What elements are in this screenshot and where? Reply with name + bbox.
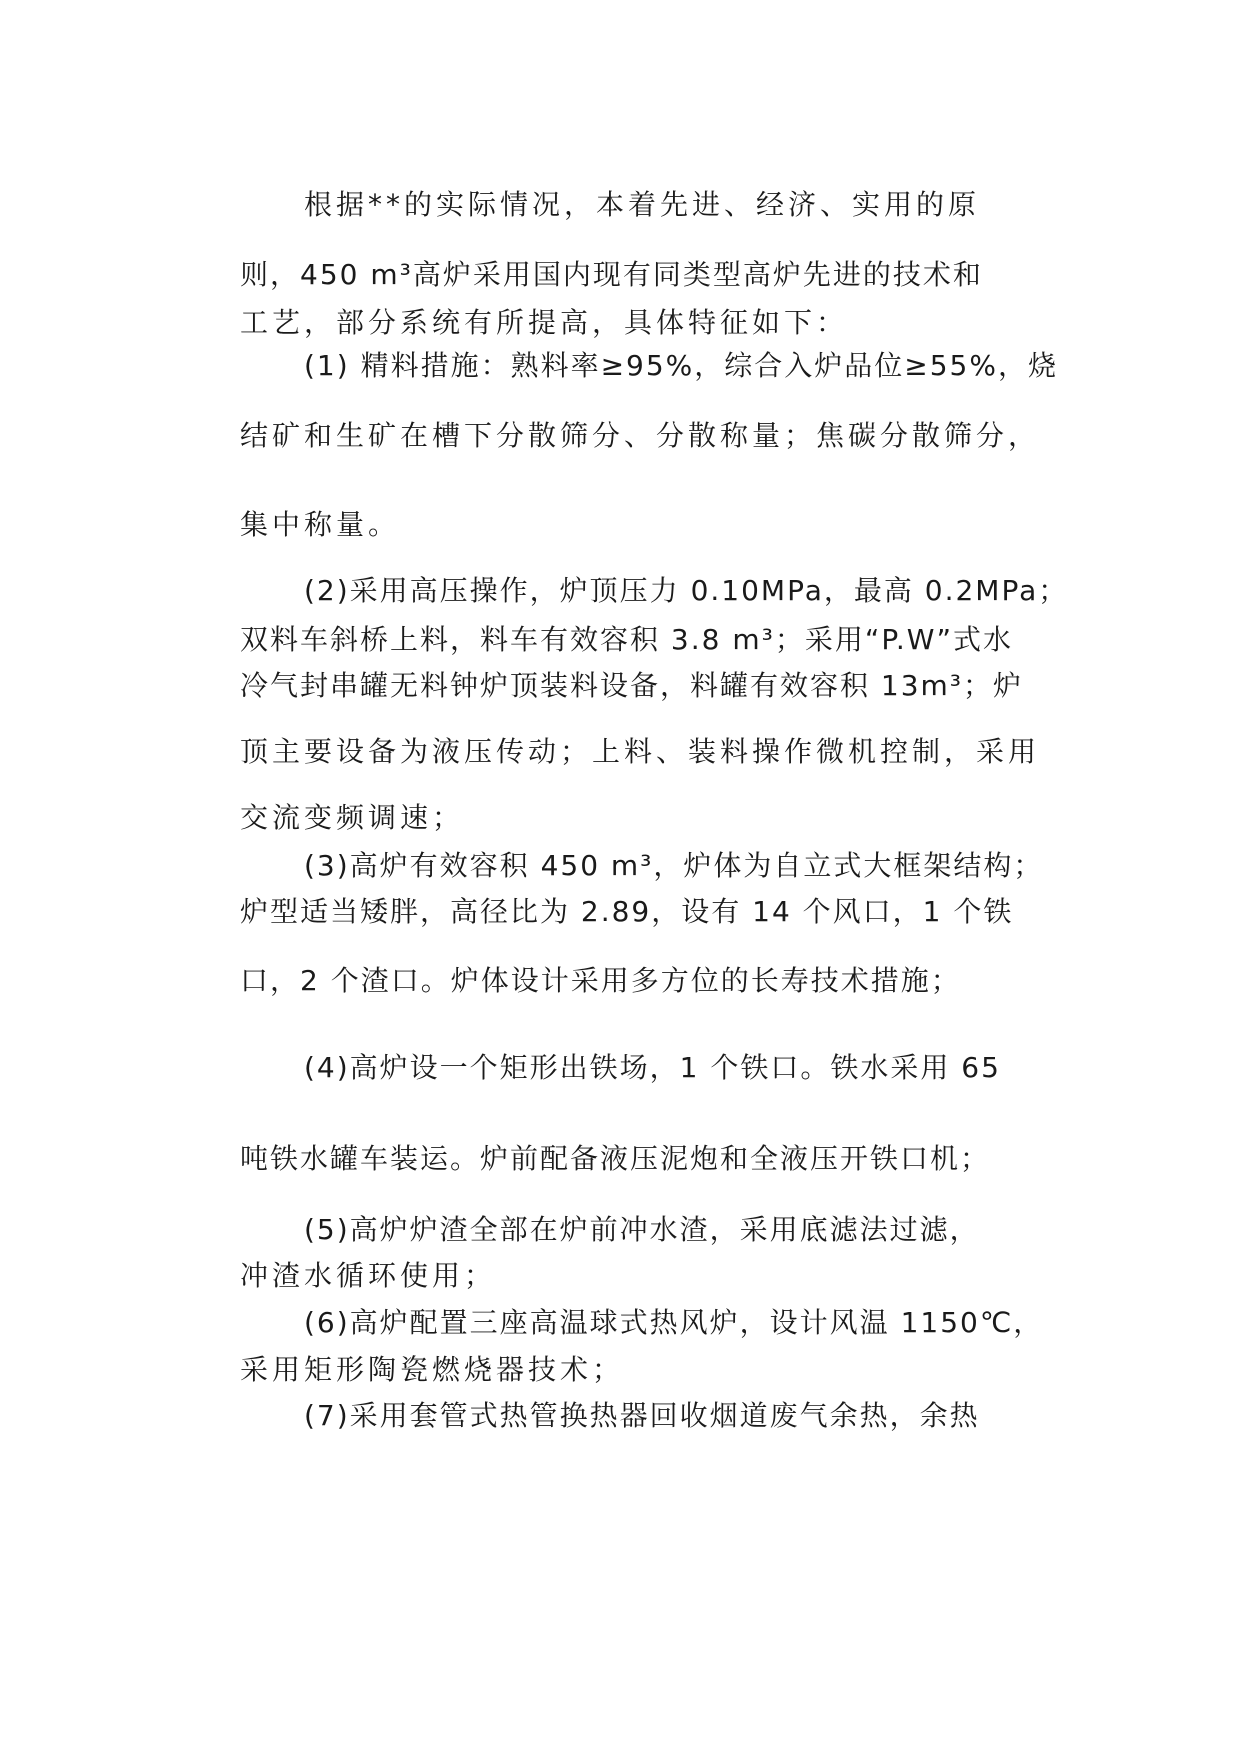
item-1-line-2: 结矿和生矿在槽下分散筛分、分散称量；焦碳分散筛分，: [240, 419, 1041, 452]
item-5-line-1: (5)高炉炉渣全部在炉前冲水渣，采用底滤法过滤，: [304, 1213, 980, 1246]
item-3-line-1: (3)高炉有效容积 450 m³，炉体为自立式大框架结构；: [304, 849, 1044, 882]
item-2-line-5: 交流变频调速；: [240, 801, 465, 834]
paragraph-intro-line-2: 则，450 m³高炉采用国内现有同类型高炉先进的技术和: [240, 258, 983, 291]
item-5-line-2: 冲渣水循环使用；: [240, 1259, 497, 1292]
paragraph-intro-line-1: 根据**的实际情况，本着先进、经济、实用的原: [304, 188, 981, 221]
item-1-line-1: (1) 精料措施：熟料率≥95%，综合入炉品位≥55%，烧: [304, 349, 1058, 382]
item-4-line-2: 吨铁水罐车装运。炉前配备液压泥炮和全液压开铁口机；: [240, 1142, 991, 1175]
item-4-line-1: (4)高炉设一个矩形出铁场，1 个铁口。铁水采用 65: [304, 1051, 1001, 1084]
item-2-line-2: 双料车斜桥上料，料车有效容积 3.8 m³；采用“P.W”式水: [240, 623, 1013, 656]
item-2-line-1: (2)采用高压操作，炉顶压力 0.10MPa，最高 0.2MPa；: [304, 574, 1069, 607]
item-6-line-1: (6)高炉配置三座高温球式热风炉，设计风温 1150℃，: [304, 1306, 1044, 1339]
paragraph-intro-line-3: 工艺，部分系统有所提高，具体特征如下：: [240, 306, 849, 339]
item-6-line-2: 采用矩形陶瓷燃烧器技术；: [240, 1353, 625, 1386]
item-3-line-3: 口，2 个渣口。炉体设计采用多方位的长寿技术措施；: [240, 964, 961, 997]
item-3-line-2: 炉型适当矮胖，高径比为 2.89，设有 14 个风口，1 个铁: [240, 895, 1014, 928]
item-2-line-4: 顶主要设备为液压传动；上料、装料操作微机控制，采用: [240, 735, 1041, 768]
item-7-line-1: (7)采用套管式热管换热器回收烟道废气余热，余热: [304, 1399, 980, 1432]
item-2-line-3: 冷气封串罐无料钟炉顶装料设备，料罐有效容积 13m³；炉: [240, 669, 1024, 702]
item-1-line-3: 集中称量。: [240, 508, 401, 541]
